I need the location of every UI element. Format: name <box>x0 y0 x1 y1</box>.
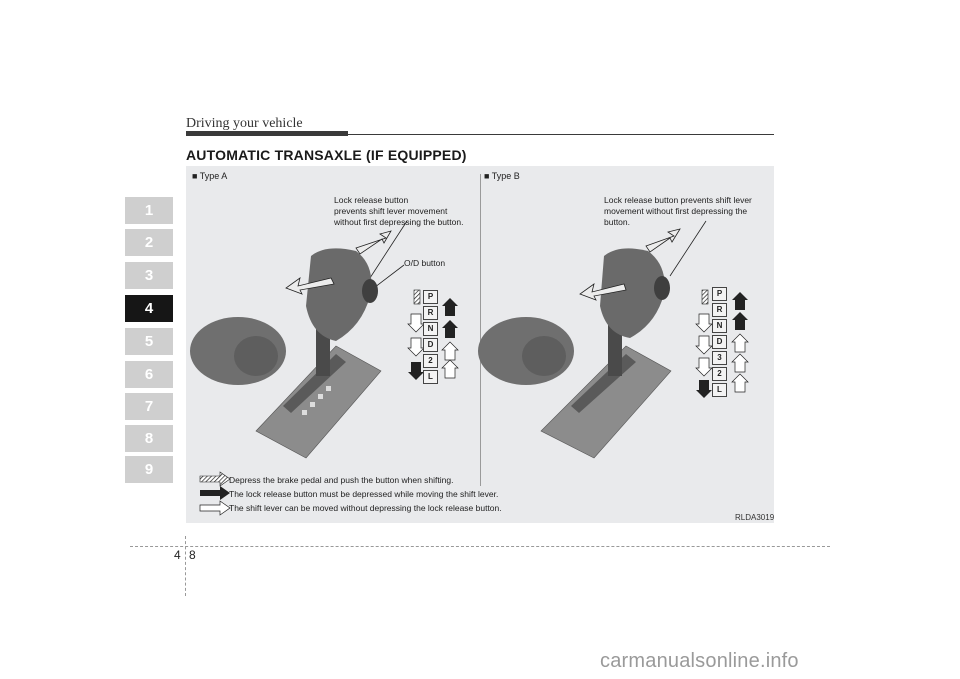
type-b-label: ■ Type B <box>484 171 520 181</box>
type-a-gate-indicator <box>423 290 439 386</box>
gate-l: L <box>712 383 727 397</box>
gate-n: N <box>712 319 727 333</box>
header-rule <box>348 134 774 135</box>
gate-r: R <box>712 303 727 317</box>
gate-p: P <box>423 290 438 304</box>
footer-vertical-rule <box>185 536 186 596</box>
gate-2: 2 <box>712 367 727 381</box>
gate-n: N <box>423 322 438 336</box>
gate-l: L <box>423 370 438 384</box>
figure-code: RLDA3019 <box>735 513 775 522</box>
footer-rule <box>130 546 830 547</box>
type-a-shifter <box>190 231 391 458</box>
gate-3: 3 <box>712 351 727 365</box>
type-a-label: ■ Type A <box>192 171 228 181</box>
header-bar <box>186 131 348 136</box>
chapter-tab-7[interactable]: 7 <box>125 393 173 420</box>
type-b-lock-release-callout: Lock release button prevents shift lever movement without first depressing the button. <box>604 195 752 227</box>
gate-p: P <box>712 287 727 301</box>
legend-solid-text: The lock release button must be depressed while moving the shift lever. <box>229 489 499 499</box>
chapter-tab-9[interactable]: 9 <box>125 456 173 483</box>
od-button-callout: O/D button <box>404 258 446 268</box>
watermark: carmanualsonline.info <box>600 650 799 672</box>
chapter-tab-4[interactable]: 4 <box>125 295 173 322</box>
type-b-gate-indicator <box>712 287 728 399</box>
chapter-tab-6[interactable]: 6 <box>125 361 173 388</box>
gate-r: R <box>423 306 438 320</box>
gate-d: D <box>712 335 727 349</box>
type-a-lock-release-callout: Lock release button prevents shift lever movement without first depressing the button. <box>334 195 464 227</box>
legend-icons <box>200 472 230 515</box>
solid-arrow-icon <box>200 486 230 500</box>
page-number: 8 <box>189 548 196 562</box>
outline-arrow-icon <box>200 501 230 515</box>
page-section-number: 4 <box>174 548 181 562</box>
chapter-tab-3[interactable]: 3 <box>125 262 173 289</box>
chapter-tab-5[interactable]: 5 <box>125 328 173 355</box>
hatched-arrow-icon <box>200 472 230 486</box>
legend-outline-text: The shift lever can be moved without depressing the lock release button. <box>229 503 502 513</box>
gate-2: 2 <box>423 354 438 368</box>
page-title: AUTOMATIC TRANSAXLE (IF EQUIPPED) <box>186 147 467 163</box>
type-b-shifter <box>478 229 680 458</box>
gate-d: D <box>423 338 438 352</box>
section-title: Driving your vehicle <box>186 116 303 131</box>
legend-hatched-text: Depress the brake pedal and push the button when shifting. <box>229 475 454 485</box>
chapter-tab-2[interactable]: 2 <box>125 229 173 256</box>
shifter-illustrations <box>186 166 774 523</box>
chapter-tab-1[interactable]: 1 <box>125 197 173 224</box>
chapter-tab-8[interactable]: 8 <box>125 425 173 452</box>
